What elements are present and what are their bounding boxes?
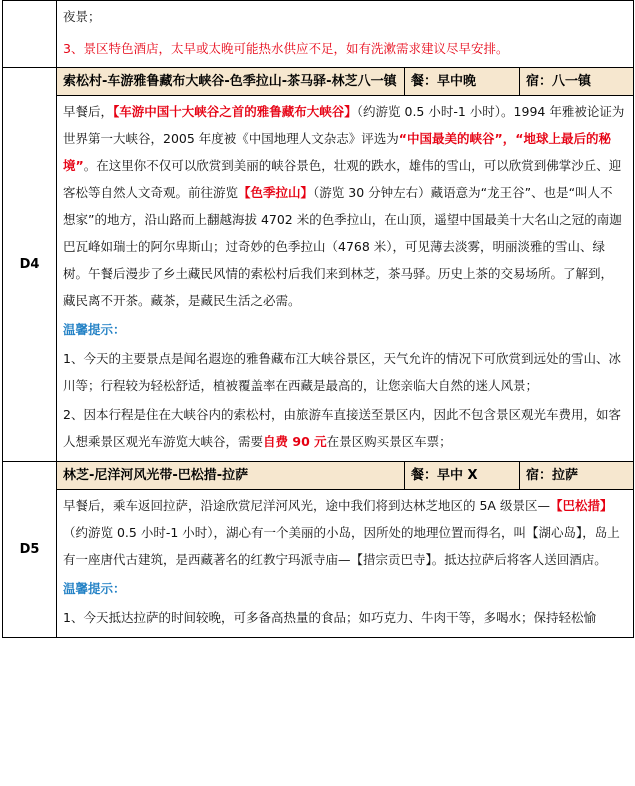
d5-tip-1: 1、今天抵达拉萨的时间较晚，可多备高热量的食品；如巧克力、牛肉干等，多喝水；保持轻松愉 — [63, 610, 596, 625]
text-span: 2、因本行程是住在大峡谷内的索松村，由旅游车直接送至景区内，因此不包含景区观光车费用，如客人想乘景区观光车游览大峡谷，需要 — [63, 407, 621, 449]
text-span: （游览 30 分钟左右）藏语意为“龙王谷”、也是“叫人不想家”的地方，沿山路而上翻越海拔 4702 米的色季拉山，在山顶，遥望中国最美十大名山之冠的南迦巴瓦峰如瑞士的阿尔卑斯山；过奇妙的色季拉山（4768 米），可见薄去淡雾，明丽淡雅的雪山、绿树。午餐后漫步了乡土藏民风情的索松村后我们来到林芝，茶马驿。历史上茶的交易场所。了解到，藏民离不开茶。藏茶，是藏民生活之必需。 — [63, 185, 622, 308]
day-label-d5: D5 — [3, 462, 57, 638]
d5-route-title: 林芝-尼洋河风光带-巴松措-拉萨 — [57, 462, 405, 490]
d5-content-row — [3, 490, 634, 638]
d5-description — [57, 490, 634, 638]
empty-day-cell — [3, 1, 57, 68]
d4-description — [57, 96, 634, 462]
text-span: 早餐后， — [63, 104, 114, 119]
day-label-d4: D4 — [3, 68, 57, 462]
text-span: （约游览 0.5 小时-1 小时），湖心有一个美丽的小岛，因所处的地理位置而得名，叫【湖心岛】，岛上有一座唐代古建筑，是西藏著名的红教宁玛派寺庙—【措宗贡巴寺】。抵达拉萨后将客人送回酒店。 — [63, 525, 620, 567]
itinerary-table — [2, 0, 634, 638]
d5-stay: 宿：拉萨 — [520, 462, 634, 490]
d5-paragraph — [63, 492, 625, 573]
text-span: 早餐后，乘车返回拉萨，沿途欣赏尼洋河风光，途中我们将到达林芝地区的 5A 级景区— — [63, 498, 550, 513]
previous-day-tail-row — [3, 1, 634, 68]
highlight-basongcuo: 【巴松措】 — [549, 498, 613, 513]
d4-header-row — [3, 68, 634, 96]
d5-tip-title: 温馨提示： — [63, 581, 126, 596]
d5-header-row — [3, 462, 634, 490]
highlight-most-beautiful: “中国最美的峡谷”，“地球上最后的秘境” — [63, 131, 611, 173]
d4-meals: 餐：早中晚 — [405, 68, 520, 96]
d4-tip-2 — [63, 401, 625, 455]
d4-stay: 宿：八一镇 — [520, 68, 634, 96]
text-span: 在景区购买景区车票； — [326, 434, 452, 449]
highlight-grand-canyon: 【车游中国十大峡谷之首的雅鲁藏布大峡谷】 — [113, 104, 357, 119]
highlight-sejila: 【色季拉山】 — [238, 185, 314, 200]
previous-day-notes — [57, 1, 634, 68]
text-span: （约游览 0.5 小时-1 小时）。1994 年雅被论证为世界第一大峡谷，2005 年度被《中国地理人文杂志》评选为 — [63, 104, 625, 146]
d4-content-row — [3, 96, 634, 462]
d4-paragraph — [63, 98, 625, 314]
d4-tip-1: 1、今天的主要景点是闻名遐迩的雅鲁藏布江大峡谷景区，天气允许的情况下可欣赏到远处的雪山、冰川等；行程较为轻松舒适，植被覆盖率在西藏是最高的，让您亲临大自然的迷人风景； — [63, 351, 621, 393]
hotel-note: 3、景区特色酒店，太早或太晚可能热水供应不足，如有洗漱需求建议尽早安排。 — [63, 41, 509, 56]
self-pay-price: 自费 90 元 — [263, 434, 327, 449]
d5-meals: 餐：早中 X — [405, 462, 520, 490]
d4-tip-title: 温馨提示： — [63, 322, 126, 337]
d4-route-title: 索松村-车游雅鲁藏布大峡谷-色季拉山-茶马驿-林芝八一镇 — [57, 68, 405, 96]
note-line: 夜景； — [63, 9, 101, 24]
text-span: 。在这里你不仅可以欣赏到美丽的峡谷景色，壮观的跌水，雄伟的雪山，可以欣赏到佛掌沙丘、迎客松等自然人文奇观。前往游览 — [63, 158, 622, 200]
